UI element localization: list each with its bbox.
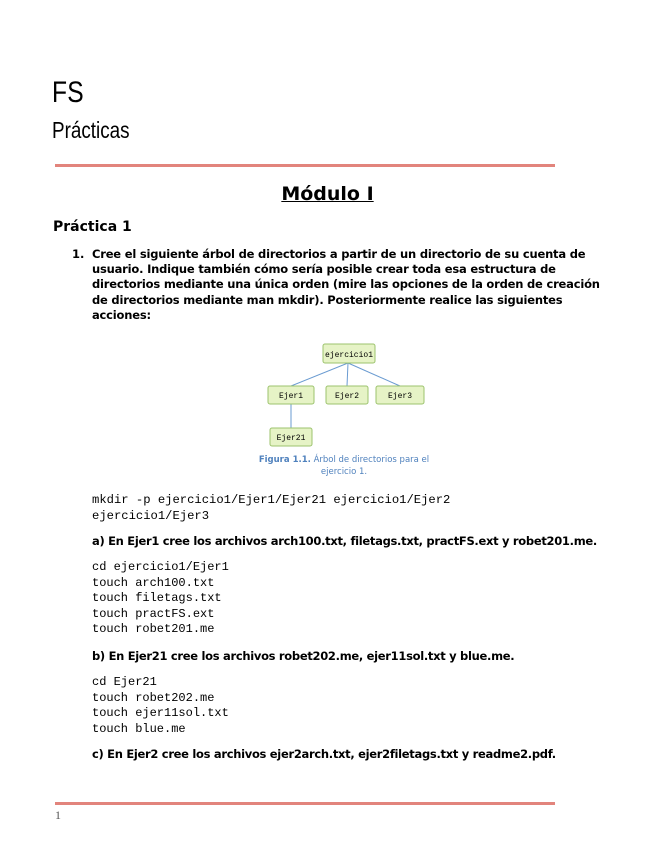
node-ejer3 <box>376 386 424 404</box>
page-number: 1 <box>55 808 61 822</box>
node-ejer1 <box>268 386 314 404</box>
figure-caption <box>254 454 434 478</box>
directory-tree-diagram <box>258 340 438 450</box>
footer-divider <box>55 802 555 805</box>
node-root <box>323 344 375 363</box>
node-ejer3-label: Ejer3 <box>387 392 413 401</box>
figure-caption-text: Árbol de directorios para el ejercicio 1. <box>313 455 430 477</box>
node-ejer2 <box>326 386 368 404</box>
step-c: c) En Ejer2 cree los archivos ejer2arch.txt, ejer2filetags.txt y readme2.pdf. <box>92 747 556 761</box>
practice-heading: Práctica 1 <box>53 219 132 235</box>
step-a: a) En Ejer1 cree los archivos arch100.txt, filetags.txt, practFS.ext y robet201.me. <box>92 534 597 548</box>
document-title: FS <box>52 76 84 109</box>
figure-caption-label: Figura 1.1. <box>258 455 311 465</box>
code-block-mkdir: mkdir -p ejercicio1/Ejer1/Ejer21 ejercicio1/Ejer2 ejercicio1/Ejer3 <box>92 493 451 523</box>
list-item-number: 1. <box>72 247 85 261</box>
exercise-statement: Cree el siguiente árbol de directorios a partir de un directorio de su cuenta de usuario. Indique también cómo sería posible crear toda esa estructura de directorios mediante una única orden (mire las opciones de la orden de creación de directorios mediante man mkdir). Posteriormente realice las siguientes acciones: <box>92 247 600 322</box>
code-block-b: cd Ejer21 touch robet202.me touch ejer11sol.txt touch blue.me <box>92 675 229 736</box>
header-divider <box>55 164 555 167</box>
document-subtitle: Prácticas <box>52 117 130 143</box>
node-ejer21 <box>270 428 312 446</box>
node-ejer1-label: Ejer1 <box>278 392 304 401</box>
code-block-a: cd ejercicio1/Ejer1 touch arch100.txt touch filetags.txt touch practFS.ext touch robet201.me <box>92 560 229 637</box>
module-title: Módulo I <box>281 183 374 205</box>
step-b: b) En Ejer21 cree los archivos robet202.me, ejer11sol.txt y blue.me. <box>92 649 515 663</box>
node-root-label: ejercicio1 <box>324 351 374 360</box>
node-ejer21-label: Ejer21 <box>276 434 306 443</box>
node-ejer2-label: Ejer2 <box>334 392 360 401</box>
